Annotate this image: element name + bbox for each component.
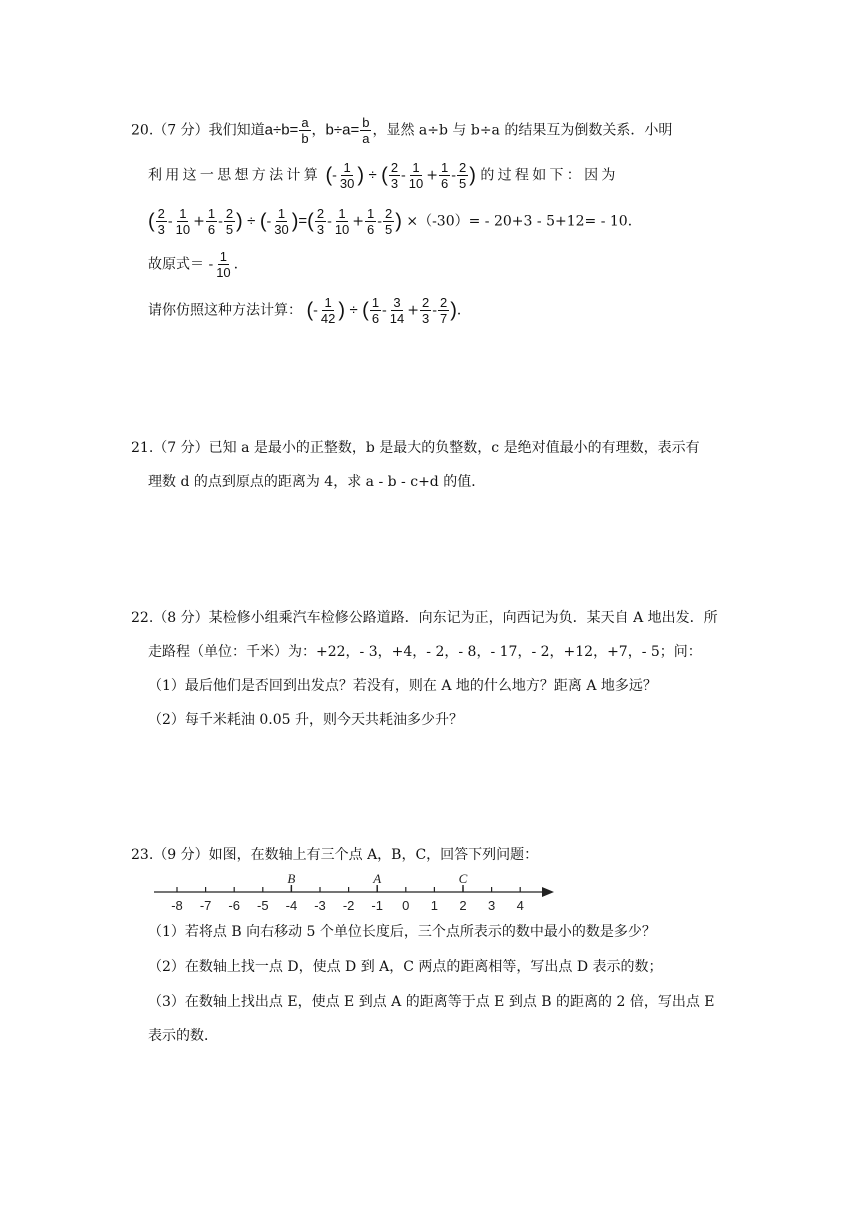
tick-label: 1 xyxy=(430,898,439,913)
tick-label: 0 xyxy=(402,898,410,913)
tick-label: -8 xyxy=(171,898,183,913)
tick-label: 3 xyxy=(487,898,496,913)
q21-line2: 理数 d 的点到原点的距离为 4，求 a - b - c+d 的值． xyxy=(148,474,486,490)
tick-label: -5 xyxy=(257,898,269,913)
fraction: $\frac{b}{a}$ xyxy=(362,115,370,146)
q22-line2: 走路程（单位：千米）为：+22，- 3，+4，- 2，- 8，- 17，- 2，+12，+7，- 5；问： xyxy=(148,644,702,660)
point-label-c: C xyxy=(458,871,468,886)
number-line-figure xyxy=(150,870,560,916)
q20-line4: 故原式＝ - $\frac{1}{10}$ . xyxy=(148,249,239,280)
tick-label: -2 xyxy=(342,898,355,913)
arrow-right-icon xyxy=(542,887,554,897)
tick-label: -6 xyxy=(228,898,240,913)
q20-line3: ( $\frac{2}{3}$ - $\frac{1}{10}$ + $\frac{1}{6}$ - $\frac{2}{5}$ ) ÷ (- $\frac{1}{30}$ )=( $\frac{2}{3}$ - $\frac{1}{10}$ + $\frac{1}{6}$ - $\frac{2}{5}$ ) ×（-30）= - 20+3 - 5+12= - 10． xyxy=(148,206,642,237)
q23-line2: （1）若将点 B 向右移动 5 个单位长度后，三个点所表示的数中最小的数是多少？ xyxy=(148,924,656,940)
q23-line1: 23.（9 分）如图，在数轴上有三个点 A，B，C，回答下列问题： xyxy=(131,847,539,863)
q20-head: 20.（7 分）我们知道 xyxy=(131,122,265,139)
q22-line1: 22.（8 分）某检修小组乘汽车检修公路道路．向东记为正，向西记为负．某天自 A 地出发．所 xyxy=(131,610,718,626)
tick-label: 2 xyxy=(459,898,467,913)
point-label-b: B xyxy=(287,871,296,886)
q23-line3: （2）在数轴上找一点 D，使点 D 到 A，C 两点的距离相等，写出点 D 表示的数； xyxy=(148,959,663,975)
q22-line4: （2）每千米耗油 0.05 升，则今天共耗油多少升？ xyxy=(148,712,463,728)
q23-line5: 表示的数． xyxy=(148,1028,218,1044)
tick-label: -1 xyxy=(371,898,383,913)
tick-label: -4 xyxy=(285,898,298,913)
tick-label: -7 xyxy=(199,898,212,913)
q21-line1: 21.（7 分）已知 a 是最小的正整数，b 是最大的负整数，c 是绝对值最小的有理数，表示有 xyxy=(131,440,700,456)
q23-line4: （3）在数轴上找出点 E，使点 E 到点 A 的距离等于点 E 到点 B 的距离的 2 倍，写出点 E xyxy=(148,994,715,1010)
fraction: $\frac{a}{b}$ xyxy=(301,115,309,146)
tick-label: -3 xyxy=(314,898,326,913)
point-label-a: A xyxy=(373,871,382,886)
q20-line1: 20.（7 分）我们知道a÷b= $\frac{a}{b}$ ，b÷a= $\frac{b}{a}$ ，显然 a÷b 与 b÷a 的结果互为倒数关系．小明 xyxy=(131,115,673,146)
q20-line5: 请你仿照这种方法计算： (- $\frac{1}{42}$ ) ÷ ( $\frac{1}{6}$ - $\frac{3}{14}$ + $\frac{2}{3}$ - $\frac{2}{7}$ )． xyxy=(148,295,471,326)
q20-line2: 利用这一思想方法计算 (- $\frac{1}{30}$ ) ÷ ( $\frac{2}{3}$ - $\frac{1}{10}$ + $\frac{1}{6}$ - $\frac{2}{5}$ ) 的过程如下：因为 xyxy=(148,160,619,191)
tick-label: 4 xyxy=(516,898,524,913)
q22-line3: （1）最后他们是否回到出发点？若没有，则在 A 地的什么地方？距离 A 地多远？ xyxy=(148,678,657,694)
